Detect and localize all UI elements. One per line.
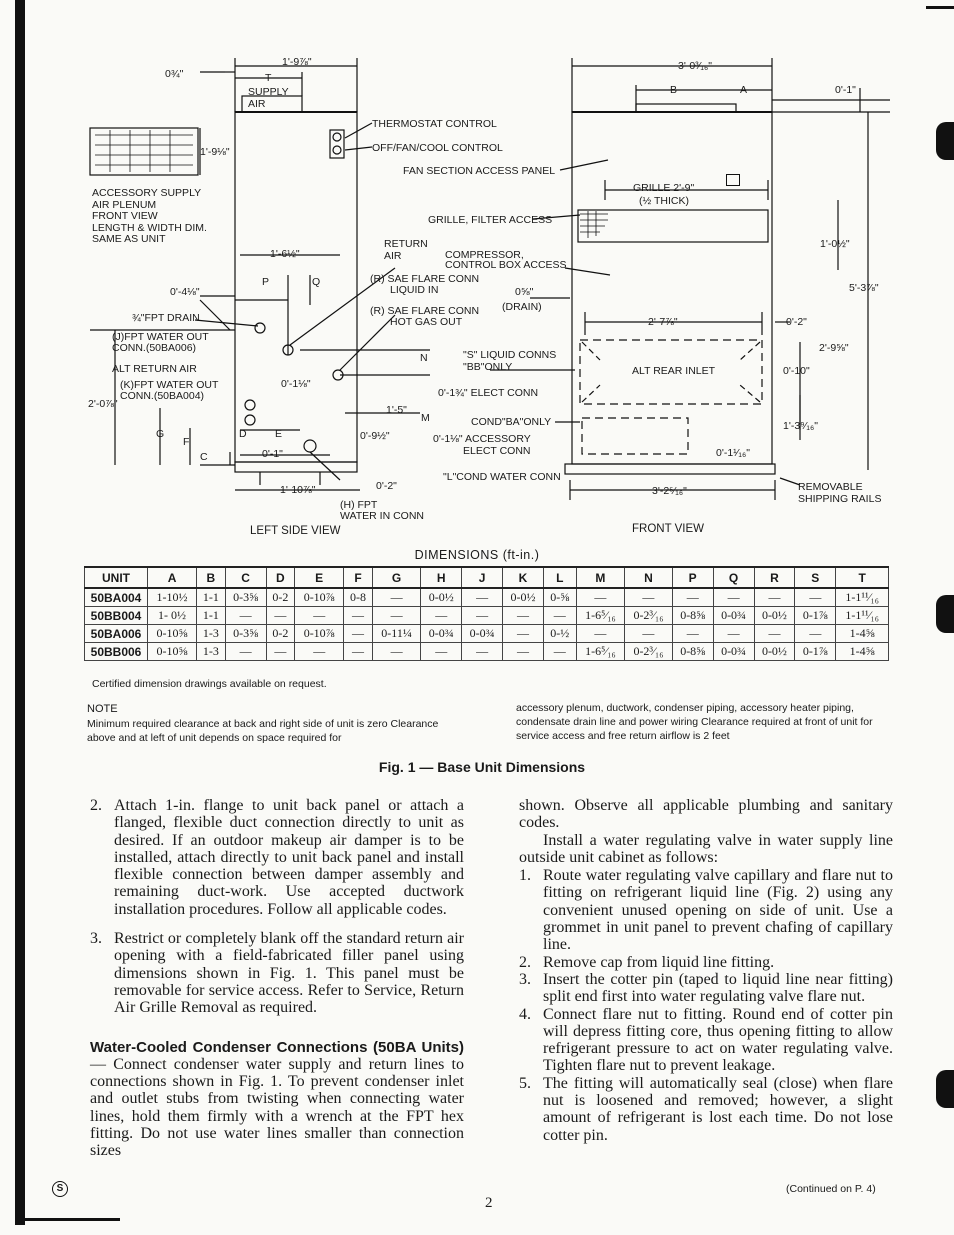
dimensions-table <box>84 566 889 661</box>
table-cell: — <box>344 625 373 643</box>
table-cell: — <box>225 607 266 625</box>
column-header: L <box>543 567 576 588</box>
h-water-in-label: (H) FPT WATER IN CONN <box>340 499 424 522</box>
table-cell: — <box>754 625 795 643</box>
table-cell: 0-⅝ <box>543 588 576 607</box>
table-cell: 0-0¾ <box>421 625 462 643</box>
dim-label: N <box>420 352 428 364</box>
right-steps-list <box>519 867 893 1144</box>
elect-conn-label: 0'-1¾" ELECT CONN <box>438 387 539 399</box>
column-header: C <box>225 567 266 588</box>
dim-label: C <box>200 451 208 463</box>
dim-label: Q <box>312 276 321 288</box>
dim-label: 0'-9½" <box>360 430 390 442</box>
column-header: N <box>625 567 673 588</box>
table-cell: 0-10⅝ <box>148 643 197 661</box>
dim-label: 0'-1¹⁄₁₆" <box>716 447 750 459</box>
note-text-right: accessory plenum, ductwork, condenser piping, accessory heater piping, condensate drain line and power wiring Clearance required at front of unit for service access and free return airflow is 2 feet <box>516 702 873 742</box>
dimensions-caption: DIMENSIONS (ft-in.) <box>414 548 540 562</box>
table-row <box>85 625 889 643</box>
column-header: Q <box>713 567 754 588</box>
table-row <box>85 588 889 607</box>
dim-label: D <box>239 428 247 440</box>
page-tab-mark <box>936 595 954 633</box>
left-steps-list <box>90 797 464 1017</box>
alt-return-label: ALT RETURN AIR <box>112 363 197 375</box>
dim-label: T <box>265 72 272 84</box>
dim-label: 1'-10⅞" <box>280 484 316 496</box>
table-cell: — <box>344 607 373 625</box>
figure-caption: Fig. 1 — Base Unit Dimensions <box>378 759 586 775</box>
dim-label: 1'-3⁹⁄₁₆" <box>783 420 818 432</box>
table-cell: 50BA004 <box>85 588 148 607</box>
table-row <box>85 607 889 625</box>
column-header: R <box>754 567 795 588</box>
front-unit-body <box>572 112 772 464</box>
table-cell: 0-0½ <box>754 607 795 625</box>
j-water-out-label: (J)FPT WATER OUT CONN.(50BA006) <box>112 331 209 354</box>
table-cell: 0-2³⁄₁₆ <box>625 643 673 661</box>
dim-label: 1'-9⅞" <box>282 56 312 68</box>
table-cell: — <box>503 625 544 643</box>
dim-label: 3'-0³⁄₁₆" <box>678 60 712 72</box>
table-cell: 0-3⅝ <box>225 588 266 607</box>
dim-label: 2'-7⅞" <box>648 316 678 328</box>
page-number: 2 <box>485 1195 493 1211</box>
k-water-out-label: (K)FPT WATER OUT CONN.(50BA004) <box>120 379 219 402</box>
table-cell: — <box>576 588 624 607</box>
note-heading: NOTE <box>87 703 118 715</box>
column-header: S <box>795 567 836 588</box>
table-cell: — <box>225 643 266 661</box>
dim-label: 2'-0⅞" <box>88 398 118 410</box>
table-cell: 1- 0½ <box>148 607 197 625</box>
front-view-title: FRONT VIEW <box>632 523 704 535</box>
dim-label: F <box>183 436 190 448</box>
grille-thick-label: (½ THICK) <box>639 195 689 207</box>
left-column <box>90 797 464 1160</box>
table-cell: — <box>462 607 503 625</box>
column-header: A <box>148 567 197 588</box>
note-text-left: Minimum required clearance at back and right side of unit is zero Clearance above and at left of unit depends on space required for <box>87 718 439 744</box>
table-cell: — <box>625 588 673 607</box>
column-header: E <box>295 567 344 588</box>
compressor-label: COMPRESSOR, CONTROL BOX ACCESS <box>445 249 567 271</box>
drain-fitting <box>255 323 265 333</box>
table-cell: — <box>295 643 344 661</box>
dim-label: 0'-2" <box>786 316 807 328</box>
table-cell: — <box>672 625 713 643</box>
s-liquid-label: "S" LIQUID CONNS "BB"ONLY <box>463 349 557 373</box>
list-item: 4. Connect flare nut to fitting. Round end of cotter pin will depress fitting core, thus opening fitting to allow refrigerant pressure to act on water regulating valve. Tighten flare nut to prevent leakage. <box>519 1005 893 1075</box>
cond-ba-label: COND"BA"ONLY <box>471 416 552 428</box>
table-cell: 1-4⅝ <box>836 625 889 643</box>
column-header: J <box>462 567 503 588</box>
table-cell: 0-½ <box>543 625 576 643</box>
dim-label: 1'-5" <box>386 404 407 416</box>
table-cell: 0-8⅝ <box>672 643 713 661</box>
grille-label: GRILLE 2'-9" <box>633 182 695 194</box>
dim-label: 0'-1" <box>835 84 856 96</box>
table-cell: 50BB006 <box>85 643 148 661</box>
column-header: M <box>576 567 624 588</box>
dim-label: E <box>275 428 283 440</box>
dim-label: 2'-9⅝" <box>819 342 849 354</box>
r-liquid-label: (R) SAE FLARE CONN LIQUID IN <box>370 273 480 296</box>
paragraph: shown. Observe all applicable plumbing and sanitary codes. <box>519 797 893 832</box>
dim-label: 0'-4⅛" <box>170 286 200 298</box>
table-cell: — <box>503 607 544 625</box>
water-cooled-paragraph: Water-Cooled Condenser Connections (50BA Units) — Connect condenser water supply and return lines to connections shown in Fig. 1. To prevent condenser inlet and outlet stubs from twisting when connecting water lines, hold them firmly with a wrench at the FPT hex fitting. Do not use water lines smaller than connection sizes <box>90 1038 464 1160</box>
dim-label: B <box>670 84 678 96</box>
table-cell: — <box>421 643 462 661</box>
column-header: P <box>672 567 713 588</box>
table-cell: 0-0½ <box>421 588 462 607</box>
table-cell: 0-2 <box>266 588 295 607</box>
dim-label: G <box>156 428 165 440</box>
table-cell: 1-1 <box>197 607 226 625</box>
table-cell: 0-0¾ <box>713 607 754 625</box>
table-cell: 1-6⁵⁄₁₆ <box>576 643 624 661</box>
list-item: 1. Route water regulating valve capillary and flare nut to fitting on refrigerant liquid line (Fig. 2) using any convenient unused opening on side of unit. Use a grommet in unit panel to prevent chafing of capillary line. <box>519 867 893 954</box>
table-cell: 0-3⅝ <box>225 625 266 643</box>
table-cell: — <box>372 643 420 661</box>
table-cell: 0-2³⁄₁₆ <box>625 607 673 625</box>
list-item: 5. The fitting will automatically seal (close) when flare nut is loosened and removed; however, a slight amount of refrigerant is lost each time. Do not lose cotter pin. <box>519 1074 893 1144</box>
dim-label: M <box>421 412 430 424</box>
list-item: 3. Insert the cotter pin (taped to liquid line near fitting) split end first into water regulating valve flare nut. <box>519 970 893 1006</box>
dim-label: 3'-2⁵⁄₁₆" <box>652 485 687 497</box>
table-cell: 0-1⅞ <box>795 643 836 661</box>
table-cell: 50BA006 <box>85 625 148 643</box>
column-header: B <box>197 567 226 588</box>
plenum-note: ACCESSORY SUPPLY AIR PLENUM FRONT VIEW LENGTH & WIDTH DIM. SAME AS UNIT <box>92 187 207 245</box>
table-cell: 0-0½ <box>503 588 544 607</box>
table-cell: 0-8 <box>344 588 373 607</box>
table-cell: 1-3 <box>197 625 226 643</box>
dim-label: 1'-9⅛" <box>200 146 230 158</box>
table-cell: — <box>372 588 420 607</box>
table-cell: — <box>754 588 795 607</box>
table-cell: — <box>295 607 344 625</box>
table-cell: — <box>672 588 713 607</box>
list-item: 2. Remove cap from liquid line fitting. <box>519 953 775 971</box>
alt-rear-inlet-label: ALT REAR INLET <box>632 365 716 377</box>
dim-label: 0'-2" <box>376 480 397 492</box>
table-cell: — <box>462 643 503 661</box>
column-header: T <box>836 567 889 588</box>
list-item: 2. Attach 1-in. flange to unit back panel or attach a flanged, flexible duct connection directly to unit as desired. If an outdoor makeup air damper is to be installed, attach directly to unit back panel and install flexible connection between damper assembly and remaining duct-work. Use accepted ductwork installation procedures. Follow all applicable codes. <box>90 797 464 918</box>
right-column <box>519 797 893 1144</box>
table-cell: 0-2 <box>266 625 295 643</box>
table-cell: — <box>421 607 462 625</box>
return-air-label: RETURN AIR <box>384 238 428 262</box>
table-cell: 1-6⁵⁄₁₆ <box>576 607 624 625</box>
table-cell: — <box>266 607 295 625</box>
table-header-row <box>85 567 889 588</box>
dim-label: 0'-1⅛" <box>281 378 311 390</box>
table-cell: — <box>576 625 624 643</box>
table-cell: 0-8⅝ <box>672 607 713 625</box>
table-cell: — <box>503 643 544 661</box>
page-tab-mark <box>936 1070 954 1108</box>
column-header: D <box>266 567 295 588</box>
brand-logo-icon: S <box>52 1181 68 1197</box>
table-cell: 1-1¹¹⁄₁₆ <box>836 588 889 607</box>
accessory-elect-label: 0'-1⅛" ACCESSORY ELECT CONN <box>433 433 531 457</box>
table-cell: — <box>713 625 754 643</box>
column-header: UNIT <box>85 567 148 588</box>
l-cond-label: "L"COND WATER CONN <box>443 471 561 483</box>
table-cell: 0-11¼ <box>372 625 420 643</box>
table-row <box>85 643 889 661</box>
table-cell: — <box>795 625 836 643</box>
table-cell: 1-1¹¹⁄₁₆ <box>836 607 889 625</box>
page-binding-foot <box>25 1218 120 1221</box>
supply-air-label: SUPPLY AIR <box>248 86 289 110</box>
dim-label: 1'-6½" <box>270 248 300 260</box>
table-cell: 1-4⅝ <box>836 643 889 661</box>
grille-filter-label: GRILLE, FILTER ACCESS <box>428 214 553 226</box>
table-cell: — <box>372 607 420 625</box>
table-cell: 0-0¾ <box>462 625 503 643</box>
dim-label: P <box>262 276 270 288</box>
table-cell: — <box>795 588 836 607</box>
r-hot-gas-label: (R) SAE FLARE CONN HOT GAS OUT <box>370 305 480 328</box>
continued-note: (Continued on P. 4) <box>786 1183 876 1195</box>
table-cell: 0-10⅝ <box>148 625 197 643</box>
table-cell: — <box>625 625 673 643</box>
table-cell: — <box>266 643 295 661</box>
table-cell: — <box>543 607 576 625</box>
section-heading: Water-Cooled Condenser Connections (50BA Units) <box>90 1038 464 1056</box>
table-cell: 50BB004 <box>85 607 148 625</box>
front-grille <box>578 210 768 242</box>
table-cell: 0-0½ <box>754 643 795 661</box>
list-item: 3. Restrict or completely blank off the standard return air opening with a field-fabricated filler panel using dimensions shown in Fig. 1. This panel must be removable for service access. Refer to Service, Return Air Grille Removal as required. <box>90 930 464 1017</box>
table-cell: 1-3 <box>197 643 226 661</box>
dim-label: 0'-10" <box>783 365 810 377</box>
column-header: G <box>372 567 420 588</box>
shipping-rails-label: REMOVABLE SHIPPING RAILS <box>798 481 882 505</box>
dim-label: 0'-1" <box>262 448 283 460</box>
dim-label: 0⅝" <box>515 286 534 298</box>
paragraph: Install a water regulating valve in water supply line outside unit cabinet as follows: <box>519 831 893 866</box>
dim-label: 0¾" <box>165 68 184 80</box>
table-cell: 0-10⅞ <box>295 588 344 607</box>
dim-label: 5'-3⅞" <box>849 282 879 294</box>
column-header: F <box>344 567 373 588</box>
table-cell: 1-10½ <box>148 588 197 607</box>
dim-label: 1'-0½" <box>820 238 850 250</box>
fpt-drain-label: ¾"FPT DRAIN <box>132 312 200 324</box>
column-header: H <box>421 567 462 588</box>
table-cell: — <box>462 588 503 607</box>
certified-note: Certified dimension drawings available on request. <box>92 678 327 690</box>
table-cell: 0-1⅞ <box>795 607 836 625</box>
table-cell: 1-1 <box>197 588 226 607</box>
off-fan-cool-label: OFF/FAN/COOL CONTROL <box>372 142 503 154</box>
fan-access-label: FAN SECTION ACCESS PANEL <box>403 165 556 177</box>
table-cell: — <box>344 643 373 661</box>
column-header: K <box>503 567 544 588</box>
table-cell: 0-10⅞ <box>295 625 344 643</box>
table-cell: 0-0¾ <box>713 643 754 661</box>
table-cell: — <box>713 588 754 607</box>
table-cell: — <box>543 643 576 661</box>
dim-label: A <box>740 84 748 96</box>
drain-label: (DRAIN) <box>502 301 542 313</box>
grille-symbol <box>726 174 740 186</box>
left-side-view-title: LEFT SIDE VIEW <box>250 525 341 537</box>
thermostat-label: THERMOSTAT CONTROL <box>372 118 497 130</box>
